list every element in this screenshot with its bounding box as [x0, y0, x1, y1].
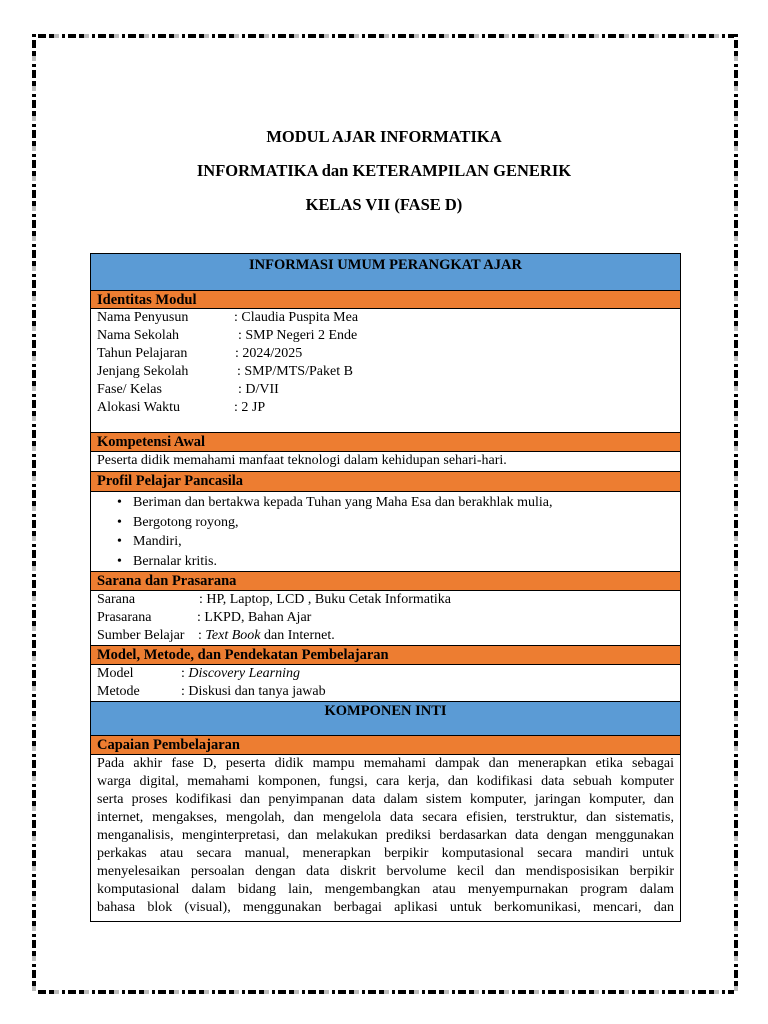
identity-value: : Claudia Puspita Mea — [234, 310, 359, 325]
list-item: • Beriman dan bertakwa kepada Tuhan yang Maha Esa dan berakhlak mulia, — [121, 493, 680, 513]
identity-value: : 2 JP — [234, 400, 266, 415]
paragraph-line: bahasa blok (visual), menggunakan berbagai aplikasi untuk berkomunikasi, mencari, dan — [97, 900, 674, 915]
paragraph-line: warga digital, memahami komponen, fungsi, cara kerja, dan kodifikasi data sebuah komputer — [97, 774, 674, 789]
approach-value: Discovery Learning — [188, 666, 300, 681]
initial-competence-header: Kompetensi Awal — [91, 433, 680, 452]
facility-key: Prasarana — [97, 610, 152, 625]
facilities-body — [91, 591, 680, 646]
title-line-3: KELAS VII (FASE D) — [305, 195, 463, 214]
module-info-table — [90, 253, 681, 922]
approach-header: Model, Metode, dan Pendekatan Pembelajaran — [91, 646, 680, 665]
source-suffix: dan Internet. — [260, 628, 335, 643]
approach-row — [97, 665, 674, 683]
core-component-header: KOMPONEN INTI — [91, 702, 680, 736]
document-title-block — [0, 124, 768, 226]
learning-outcomes-body — [91, 755, 680, 921]
identity-value: : SMP Negeri 2 Ende — [238, 328, 358, 343]
facility-value — [198, 627, 335, 645]
identity-key: Jenjang Sekolah — [97, 364, 189, 379]
approach-colon: : — [181, 666, 189, 681]
learning-outcomes-header: Capaian Pembelajaran — [91, 736, 680, 755]
approach-colon: : — [181, 684, 189, 699]
general-info-header: INFORMASI UMUM PERANGKAT AJAR — [91, 254, 680, 291]
source-prefix: : — [198, 628, 206, 643]
identity-row — [97, 345, 674, 363]
identity-key: Nama Sekolah — [97, 328, 180, 343]
paragraph-line: internet, mengakses, mengolah, dan mengelola data secara efisien, terstruktur, dan sistematis, — [97, 810, 674, 825]
identity-key: Nama Penyusun — [97, 310, 189, 325]
pancasila-profile-body — [91, 492, 680, 572]
facility-key: Sumber Belajar — [97, 628, 185, 643]
pancasila-profile-header: Profil Pelajar Pancasila — [91, 472, 680, 492]
facility-row — [97, 627, 674, 645]
identity-key: Alokasi Waktu — [97, 400, 180, 415]
identity-body — [91, 309, 680, 433]
title-line-1: MODUL AJAR INFORMATIKA — [266, 127, 502, 146]
facility-row — [97, 591, 674, 609]
paragraph-line: serta proses kodifikasi dan penyimpanan data dalam sistem komputer, jaringan komputer, dan — [97, 792, 674, 807]
facility-key: Sarana — [97, 592, 136, 607]
facility-value: : LKPD, Bahan Ajar — [197, 610, 312, 625]
pancasila-list — [91, 493, 680, 571]
paragraph-line: komputasional dalam bidang lain, mengembangkan atau menyempurnakan program dalam — [97, 882, 674, 897]
identity-value: : D/VII — [238, 382, 279, 397]
list-item: • Mandiri, — [121, 532, 680, 552]
approach-value: Diskusi dan tanya jawab — [188, 684, 326, 699]
identity-value: : 2024/2025 — [235, 346, 303, 361]
identity-row — [97, 309, 674, 327]
identity-row — [97, 327, 674, 345]
approach-body — [91, 665, 680, 702]
title-line-2: INFORMATIKA dan KETERAMPILAN GENERIK — [196, 161, 572, 180]
paragraph-line: perkakas atau secara manual, menerapkan berpikir komputasional secara mandiri untuk — [97, 846, 674, 861]
paragraph-line: Pada akhir fase D, peserta didik mampu memahami dampak dan menerapkan etika sebagai — [97, 756, 674, 771]
facility-row — [97, 609, 674, 627]
list-item: • Bergotong royong, — [121, 513, 680, 533]
identity-row — [97, 399, 674, 417]
page-border-bottom — [32, 990, 738, 994]
source-italic: Text Book — [205, 628, 261, 643]
facilities-header: Sarana dan Prasarana — [91, 572, 680, 591]
identity-key: Fase/ Kelas — [97, 382, 162, 397]
paragraph-line: menyelesaikan persoalan dengan data diskrit bervolume kecil dan mendisposisikan berpikir — [97, 864, 674, 879]
identity-header: Identitas Modul — [91, 291, 680, 309]
identity-row — [97, 363, 674, 381]
approach-key: Metode — [97, 684, 140, 699]
identity-row — [97, 381, 674, 399]
facility-value: : HP, Laptop, LCD , Buku Cetak Informatika — [199, 592, 451, 607]
identity-key: Tahun Pelajaran — [97, 346, 188, 361]
list-item: • Bernalar kritis. — [121, 552, 680, 572]
approach-row — [97, 683, 674, 701]
paragraph-line: menganalisis, menginterpretasi, dan melakukan prediksi berdasarkan data dengan menggunakan — [97, 828, 674, 843]
page-border-top — [32, 34, 738, 38]
initial-competence-text: Peserta didik memahami manfaat teknologi dalam kehidupan sehari-hari. — [91, 452, 680, 472]
identity-value: : SMP/MTS/Paket B — [237, 364, 353, 379]
approach-key: Model — [97, 666, 134, 681]
